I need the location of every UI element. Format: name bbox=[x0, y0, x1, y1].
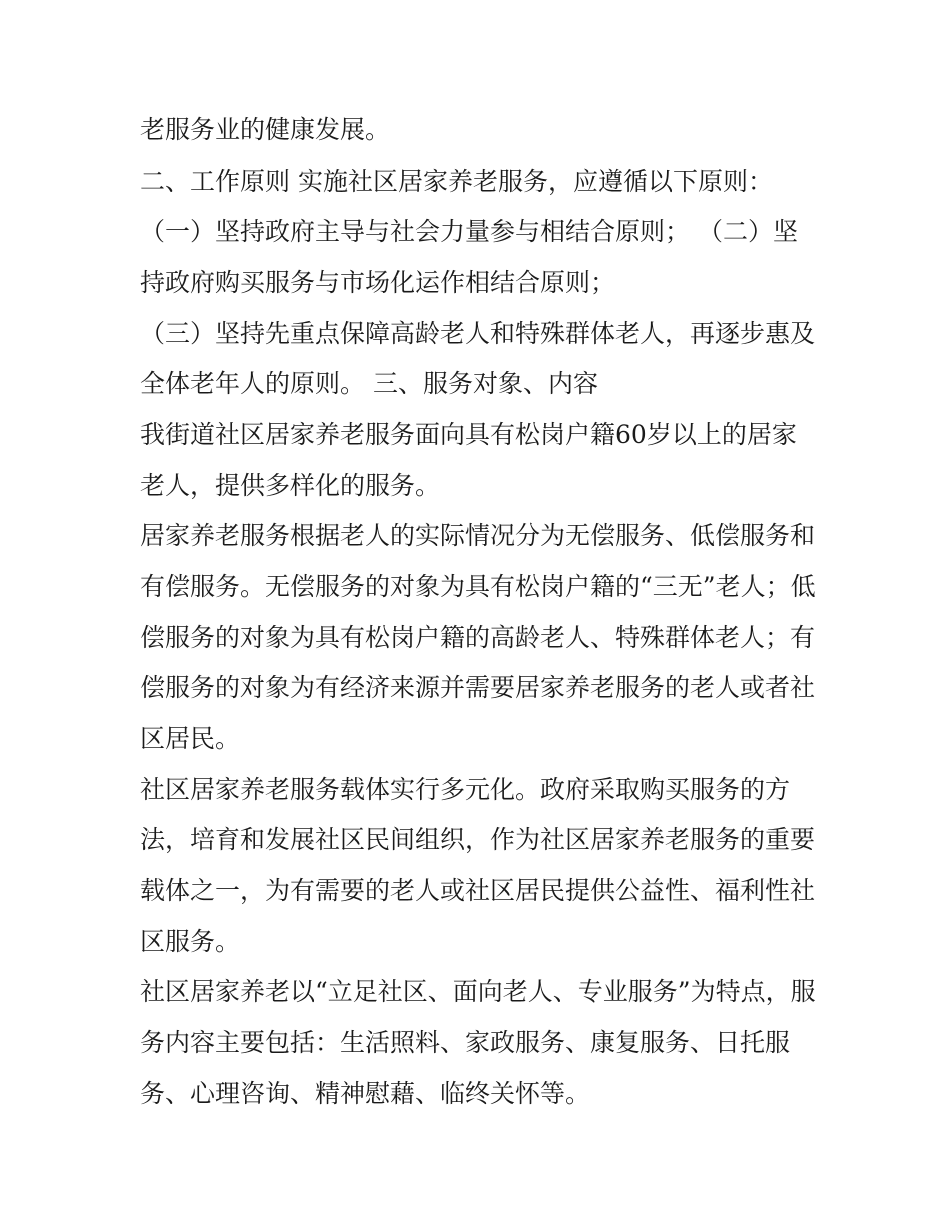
text-line: 社区居家养老服务载体实行多元化。政府采取购买服务的方 bbox=[140, 775, 791, 804]
text-line: 我街道社区居家养老服务面向具有松岗户籍60岁以上的居家 bbox=[140, 420, 797, 449]
text-line: （一）坚持政府主导与社会力量参与相结合原则； （二）坚 bbox=[140, 217, 798, 246]
text-line: 区居民。 bbox=[140, 724, 241, 753]
text-line: （三）坚持先重点保障高龄老人和特殊群体老人，再逐步惠及 bbox=[140, 319, 816, 348]
text-line: 务、心理咨询、精神慰藉、临终关怀等。 bbox=[140, 1079, 591, 1108]
text-line: 社区居家养老以“立足社区、面向老人、专业服务”为特点，服 bbox=[140, 977, 816, 1006]
text-line: 持政府购买服务与市场化运作相结合原则； bbox=[140, 268, 616, 297]
text-line: 偿服务的对象为具有松岗户籍的高龄老人、特殊群体老人；有 bbox=[140, 623, 816, 652]
text-line: 载体之一，为有需要的老人或社区居民提供公益性、福利性社 bbox=[140, 876, 816, 905]
text-line: 法，培育和发展社区民间组织，作为社区居家养老服务的重要 bbox=[140, 825, 816, 854]
text-line: 有偿服务。无偿服务的对象为具有松岗户籍的“三无”老人；低 bbox=[140, 572, 816, 601]
text-line: 老人，提供多样化的服务。 bbox=[140, 471, 441, 500]
text-line: 二、工作原则 实施社区居家养老服务，应遵循以下原则： bbox=[140, 167, 773, 196]
text-line: 务内容主要包括：生活照料、家政服务、康复服务、日托服 bbox=[140, 1028, 791, 1057]
text-line: 全体老年人的原则。 三、服务对象、内容 bbox=[140, 369, 598, 398]
text-line: 老服务业的健康发展。 bbox=[140, 115, 391, 144]
text-line: 居家养老服务根据老人的实际情况分为无偿服务、低偿服务和 bbox=[140, 521, 816, 550]
text-line: 偿服务的对象为有经济来源并需要居家养老服务的老人或者社 bbox=[140, 673, 816, 702]
text-line: 区服务。 bbox=[140, 927, 241, 956]
